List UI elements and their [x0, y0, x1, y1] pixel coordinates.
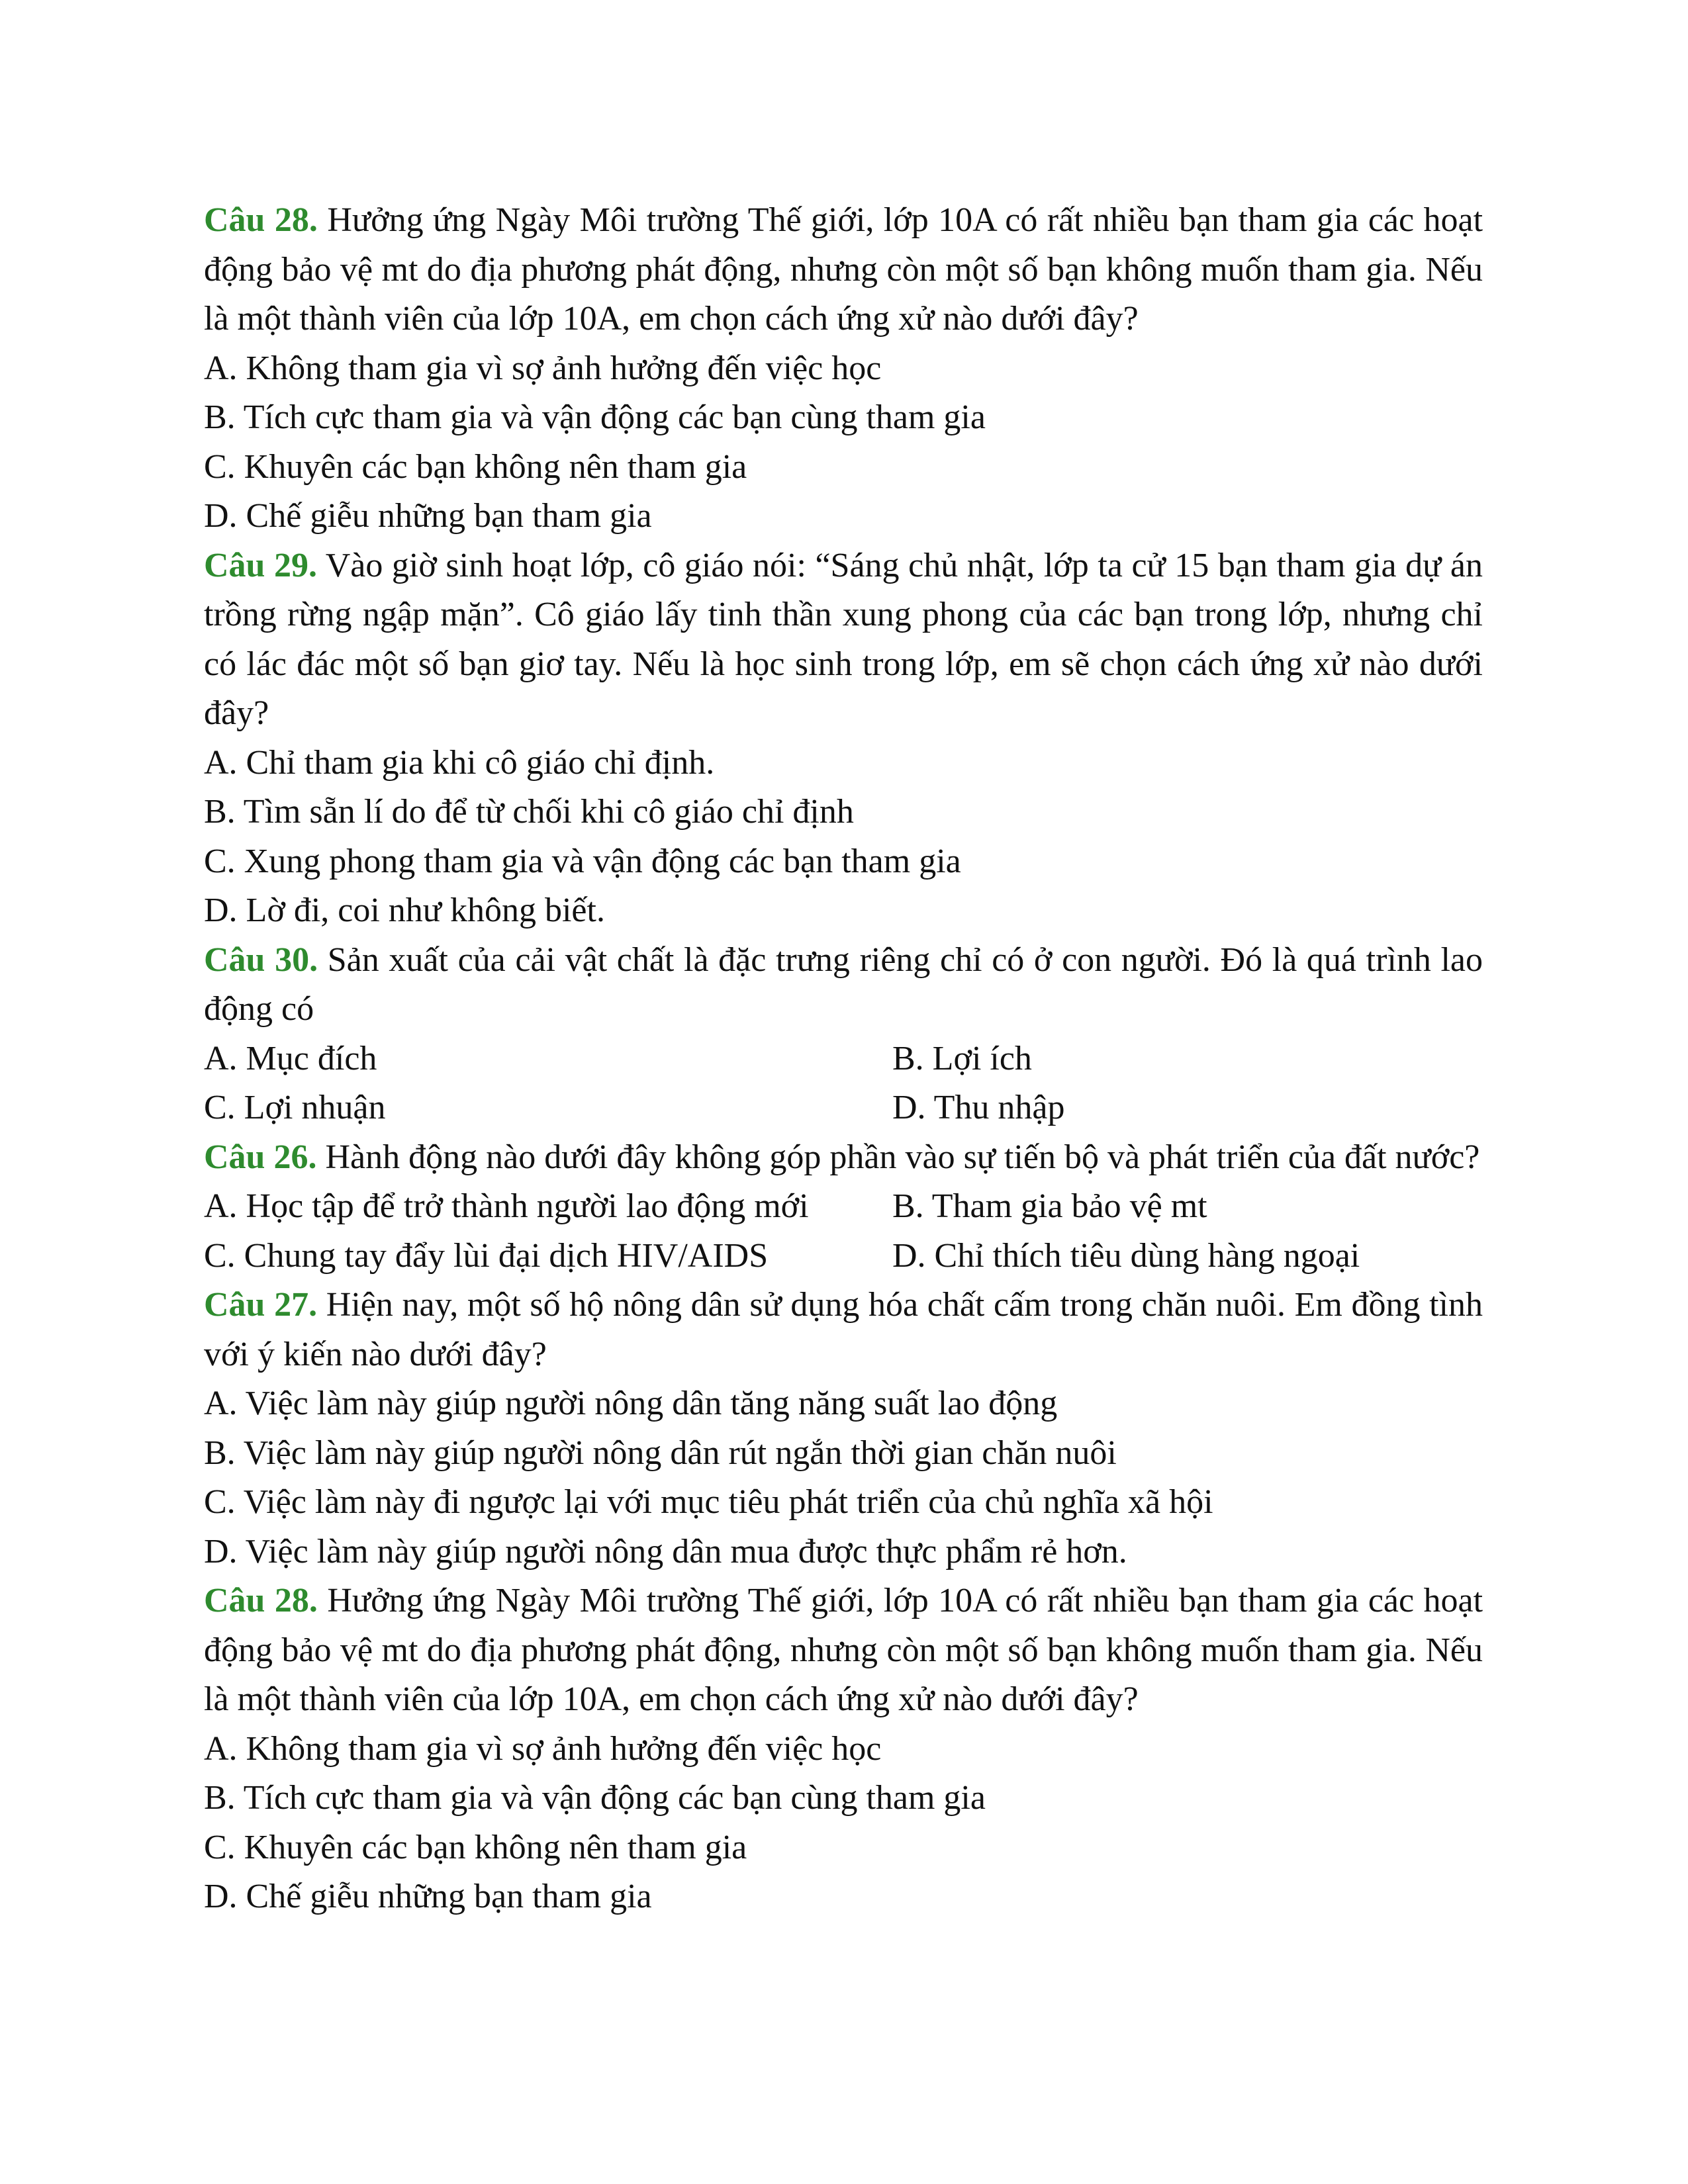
document-page — [204, 196, 1483, 1922]
question-29 — [204, 541, 1483, 936]
options-grid — [204, 1034, 1483, 1133]
option-b: B. Lợi ích — [892, 1039, 1032, 1077]
option-a: A. Học tập để trở thành người lao động mới — [204, 1187, 809, 1225]
options-grid — [204, 1182, 1483, 1281]
option-b: B. Tìm sẵn lí do để từ chối khi cô giáo chỉ định — [204, 793, 854, 831]
option-d: D. Chế giễu những bạn tham gia — [204, 1878, 652, 1915]
option-a: A. Không tham gia vì sợ ảnh hưởng đến việc học — [204, 349, 882, 387]
option-c: C. Lợi nhuận — [204, 1089, 386, 1126]
option-d: D. Chỉ thích tiêu dùng hàng ngoại — [892, 1236, 1360, 1275]
option-b: B. Tham gia bảo vệ mt — [892, 1187, 1207, 1225]
question-stem — [204, 1133, 1483, 1183]
option-c: C. Khuyên các bạn không nên tham gia — [204, 1828, 747, 1866]
option-c: C. Chung tay đẩy lùi đại dịch HIV/AIDS — [204, 1236, 769, 1275]
option-a: A. Mục đích — [204, 1039, 377, 1077]
question-stem — [204, 1576, 1483, 1725]
option-d: D. Lờ đi, coi như không biết. — [204, 891, 605, 929]
option-d: D. Thu nhập — [892, 1089, 1065, 1126]
question-30 — [204, 936, 1483, 1133]
question-stem — [204, 541, 1483, 739]
question-26 — [204, 1133, 1483, 1281]
question-label: Câu 30. — [204, 940, 318, 979]
question-text: Hưởng ứng Ngày Môi trường Thế giới, lớp 10A có rất nhiều bạn tham gia các hoạt động bảo vệ mt do địa phương phát động, nhưng còn một số bạn không muốn tham gia. Nếu là một thành viên của lớp 10A, em chọn cách ứng xử nào dưới đây? — [204, 1582, 1483, 1718]
option-b: B. Việc làm này giúp người nông dân rút ngắn thời gian chăn nuôi — [204, 1433, 1117, 1472]
question-label: Câu 28. — [204, 201, 318, 239]
question-text: Hành động nào dưới đây không góp phần vào sự tiến bộ và phát triển của đất nước? — [325, 1138, 1480, 1176]
question-text: Vào giờ sinh hoạt lớp, cô giáo nói: “Sáng chủ nhật, lớp ta cử 15 bạn tham gia dự án trồng rừng ngập mặn”. Cô giáo lấy tinh thần xung phong của các bạn trong lớp, nhưng chỉ có lác đác một số bạn giơ tay. Nếu là học sinh trong lớp, em sẽ chọn cách ứng xử nào dưới đây? — [204, 546, 1483, 732]
option-d: D. Chế giễu những bạn tham gia — [204, 497, 652, 535]
question-text: Sản xuất của cải vật chất là đặc trưng riêng chỉ có ở con người. Đó là quá trình lao động có — [204, 940, 1483, 1028]
option-a: A. Không tham gia vì sợ ảnh hưởng đến việc học — [204, 1729, 882, 1768]
question-28-first — [204, 196, 1483, 541]
question-text: Hưởng ứng Ngày Môi trường Thế giới, lớp 10A có rất nhiều bạn tham gia các hoạt động bảo vệ mt do địa phương phát động, nhưng còn một số bạn không muốn tham gia. Nếu là một thành viên của lớp 10A, em chọn cách ứng xử nào dưới đây? — [204, 201, 1483, 338]
option-a: A. Chỉ tham gia khi cô giáo chỉ định. — [204, 743, 715, 782]
option-b: B. Tích cực tham gia và vận động các bạn cùng tham gia — [204, 1779, 986, 1817]
question-label: Câu 27. — [204, 1286, 318, 1324]
question-28-second — [204, 1576, 1483, 1922]
option-a: A. Việc làm này giúp người nông dân tăng năng suất lao động — [204, 1385, 1058, 1422]
question-stem — [204, 1281, 1483, 1379]
question-text: Hiện nay, một số hộ nông dân sử dụng hóa chất cấm trong chăn nuôi. Em đồng tình với ý kiến nào dưới đây? — [204, 1286, 1483, 1373]
option-d: D. Việc làm này giúp người nông dân mua được thực phẩm rẻ hơn. — [204, 1532, 1127, 1570]
option-c: C. Xung phong tham gia và vận động các bạn tham gia — [204, 842, 961, 880]
question-label: Câu 29. — [204, 546, 318, 584]
question-27 — [204, 1281, 1483, 1576]
option-c: C. Việc làm này đi ngược lại với mục tiêu phát triển của chủ nghĩa xã hội — [204, 1483, 1213, 1521]
question-label: Câu 28. — [204, 1582, 318, 1619]
question-label: Câu 26. — [204, 1138, 317, 1176]
question-stem — [204, 936, 1483, 1034]
option-b: B. Tích cực tham gia và vận động các bạn cùng tham gia — [204, 398, 986, 436]
question-stem — [204, 196, 1483, 344]
option-c: C. Khuyên các bạn không nên tham gia — [204, 447, 747, 486]
